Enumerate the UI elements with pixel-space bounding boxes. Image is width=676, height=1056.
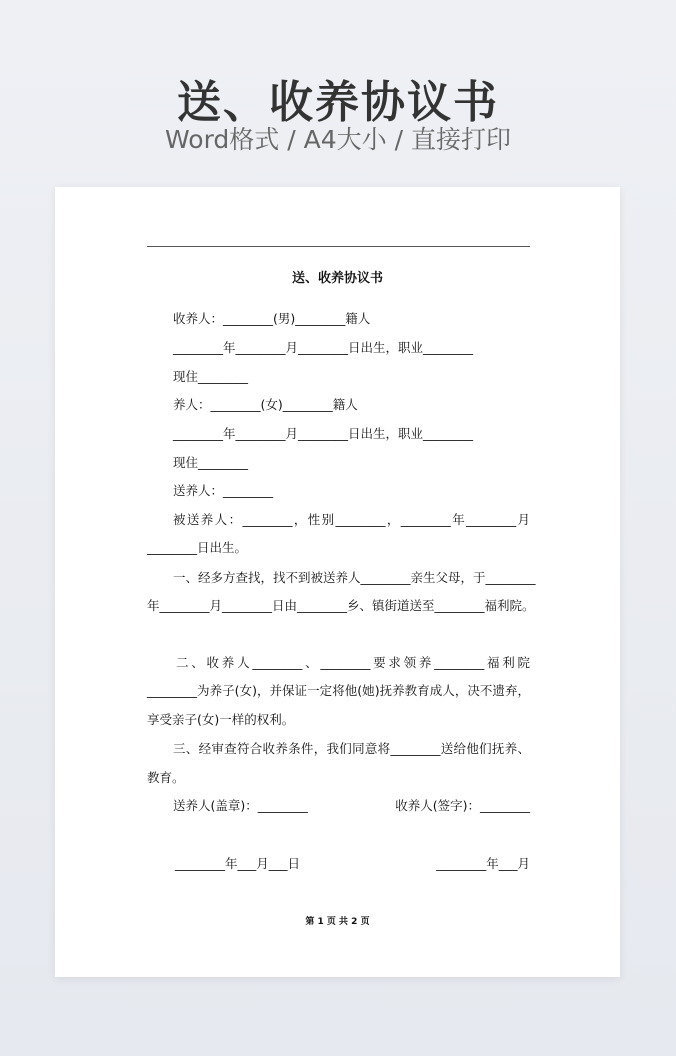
doc-line: 被送养人：________，性别________，________年________月 <box>173 512 530 527</box>
header-rule <box>147 246 530 247</box>
doc-line: ________年________月________日出生，职业________ <box>173 426 474 441</box>
doc-line: 现住________ <box>173 369 249 384</box>
doc-line: 一、经多方查找，找不到被送养人________亲生父母，于________ <box>173 570 536 585</box>
doc-line: 养人：________(女)________籍人 <box>173 397 358 412</box>
signature-sender: 送养人(盖章)：________ <box>173 798 308 813</box>
doc-line: 年________月________日由________乡、镇街道送至________福利院。 <box>147 598 535 613</box>
doc-line: 教育。 <box>147 770 185 785</box>
doc-line: 收养人：________(男)________籍人 <box>173 311 371 326</box>
doc-line: 送养人：________ <box>173 483 274 498</box>
date-sender: ________年___月___日 <box>175 856 301 871</box>
banner-subtitle: Word格式 / A4大小 / 直接打印 <box>165 125 511 154</box>
doc-line: 现住________ <box>173 455 249 470</box>
banner-title: 送、收养协议书 <box>177 77 499 128</box>
signature-adopter: 收养人(签字)：________ <box>395 798 530 813</box>
doc-line: 享受亲子(女)一样的权利。 <box>147 712 295 727</box>
document-page <box>55 187 620 977</box>
page-number: 第 1 页 共 2 页 <box>305 917 370 927</box>
doc-line: ________为养子(女)，并保证一定将他(她)抚养教育成人，决不遗弃， <box>147 683 530 698</box>
doc-line: ________日出生。 <box>147 540 248 555</box>
document-title: 送、收养协议书 <box>291 271 383 286</box>
doc-line: 二、收养人________、________要求领养________福利院 <box>176 655 530 670</box>
doc-line: 三、经审查符合收养条件，我们同意将________送给他们抚养、 <box>173 741 530 756</box>
doc-line: ________年________月________日出生，职业________ <box>173 340 474 355</box>
date-adopter: ________年___月 <box>436 856 530 871</box>
